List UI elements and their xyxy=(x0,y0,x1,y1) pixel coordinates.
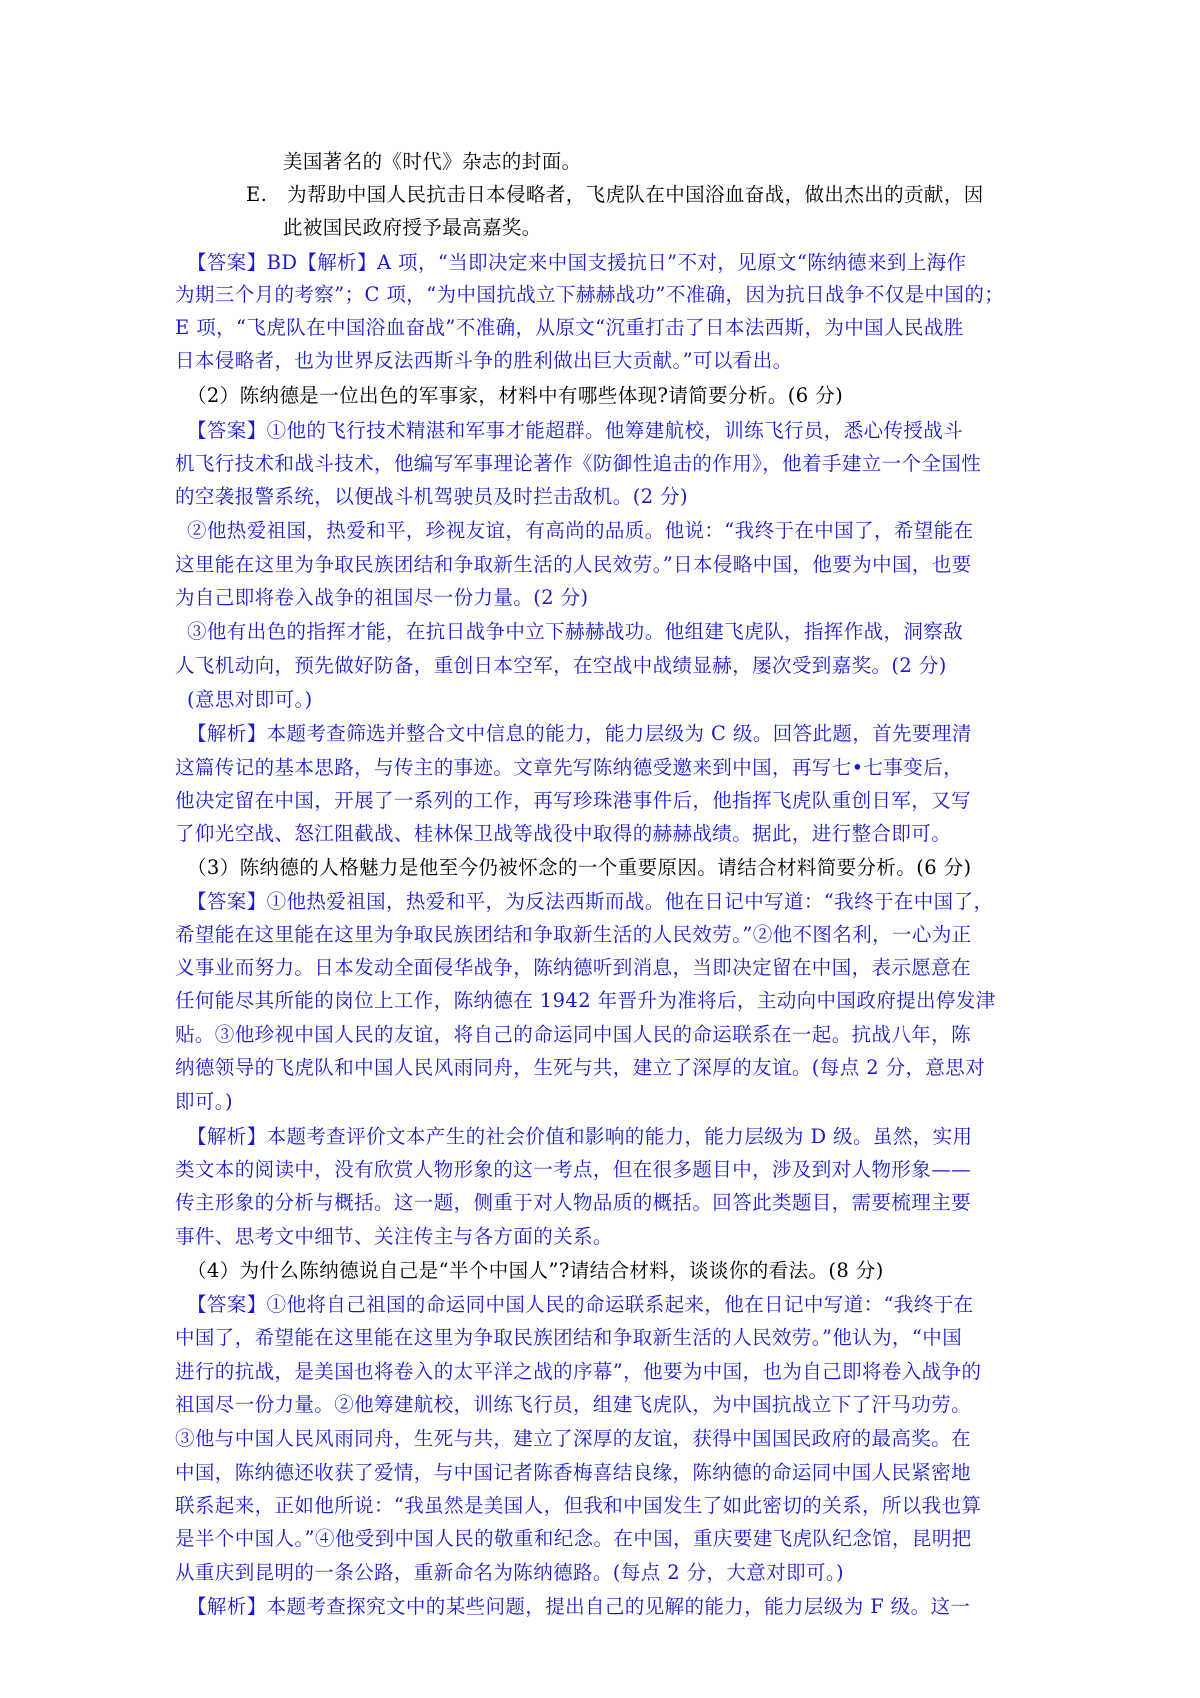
text-line: 从重庆到昆明的一条公路，重新命名为陈纳德路。(每点 2 分，大意对即可。) xyxy=(175,1561,845,1584)
text-line: 进行的抗战，是美国也将卷入的太平洋之战的序幕”，他要为中国，也为自己即将卷入战争的 xyxy=(175,1360,982,1383)
text-line: 类文本的阅读中，没有欣赏人物形象的这一考点，但在很多题目中，涉及到对人物形象—— xyxy=(175,1158,972,1181)
text-line: (意思对即可。) xyxy=(187,688,313,711)
text-line: 的空袭报警系统，以便战斗机驾驶员及时拦击敌机。(2 分) xyxy=(175,485,689,508)
text-line: 即可。) xyxy=(175,1090,233,1113)
text-line: 【答案】①他将自己祖国的命运同中国人民的命运联系起来，他在日记中写道：“我终于在 xyxy=(187,1293,974,1316)
text-line: 为期三个月的考察”；C 项，“为中国抗战立下赫赫战功”不准确，因为抗日战争不仅是中国的； xyxy=(175,283,1005,306)
text-line: 人飞机动向，预先做好防备，重创日本空军，在空战中战绩显赫，屡次受到嘉奖。(2 分) xyxy=(175,654,947,677)
text-line: 【答案】①他的飞行技术精湛和军事才能超群。他筹建航校，训练飞行员，悉心传授战斗 xyxy=(187,419,964,442)
text-line: 【答案】①他热爱祖国，热爱和平，为反法西斯而战。他在日记中写道：“我终于在中国了， xyxy=(187,890,994,913)
text-line: 希望能在这里能在这里为争取民族团结和争取新生活的人民效劳。”②他不图名利，一心为正 xyxy=(175,923,972,946)
text-line: 【解析】本题考查筛选并整合文中信息的能力，能力层级为 C 级。回答此题，首先要理清 xyxy=(187,722,972,745)
text-line: 【答案】BD【解析】A 项，“当即决定来中国支援抗日”不对，见原文“陈纳德来到上海作 xyxy=(187,251,967,274)
text-line: 事件、思考文中细节、关注传主与各方面的关系。 xyxy=(175,1225,613,1248)
text-line: 日本侵略者，也为世界反法西斯斗争的胜利做出巨大贡献。”可以看出。 xyxy=(175,349,793,372)
text-line: 中国了，希望能在这里能在这里为争取民族团结和争取新生活的人民效劳。”他认为，“中国 xyxy=(175,1326,963,1349)
text-line: 联系起来，正如他所说：“我虽然是美国人，但我和中国发生了如此密切的关系，所以我也算 xyxy=(175,1494,982,1517)
text-line: 中国，陈纳德还收获了爱情，与中国记者陈香梅喜结良缘，陈纳德的命运同中国人民紧密地 xyxy=(175,1461,972,1484)
text-line: （3）陈纳德的人格魅力是他至今仍被怀念的一个重要原因。请结合材料简要分析。(6 分) xyxy=(187,856,972,879)
text-line: 【解析】本题考查探究文中的某些问题，提出自己的见解的能力，能力层级为 F 级。这一 xyxy=(187,1595,971,1618)
text-line: 【解析】本题考查评价文本产生的社会价值和影响的能力，能力层级为 D 级。虽然，实用 xyxy=(187,1125,973,1148)
text-line: 此被国民政府授予最高嘉奖。 xyxy=(283,216,542,239)
text-line: 传主形象的分析与概括。这一题，侧重于对人物品质的概括。回答此类题目，需要梳理主要 xyxy=(175,1191,972,1214)
text-line: 祖国尽一份力量。②他筹建航校，训练飞行员，组建飞虎队，为中国抗战立下了汗马功劳。 xyxy=(175,1393,972,1416)
text-line: 机飞行技术和战斗技术，他编写军事理论著作《防御性追击的作用》，他着手建立一个全国性 xyxy=(175,452,982,475)
text-line: 贴。③他珍视中国人民的友谊，将自己的命运同中国人民的命运联系在一起。抗战八年，陈 xyxy=(175,1023,972,1046)
text-line: E 项，“飞虎队在中国浴血奋战”不准确，从原文“沉重打击了日本法西斯，为中国人民战胜 xyxy=(175,316,964,339)
text-line: ③他与中国人民风雨同舟，生死与共，建立了深厚的友谊，获得中国国民政府的最高奖。在 xyxy=(175,1427,972,1450)
text-line: ③他有出色的指挥才能，在抗日战争中立下赫赫战功。他组建飞虎队，指挥作战，洞察敌 xyxy=(187,620,964,643)
text-line: ②他热爱祖国，热爱和平，珍视友谊，有高尚的品质。他说：“我终于在中国了，希望能在 xyxy=(187,519,974,542)
text-line: （4）为什么陈纳德说自己是“半个中国人”?请结合材料，谈谈你的看法。(8 分) xyxy=(187,1259,884,1282)
text-line: 纳德领导的飞虎队和中国人民风雨同舟，生死与共，建立了深厚的友谊。(每点 2 分，意思对 xyxy=(175,1056,986,1079)
text-line: 他决定留在中国，开展了一系列的工作，再写珍珠港事件后，他指挥飞虎队重创日军，又写 xyxy=(175,789,972,812)
text-line: E. 为帮助中国人民抗击日本侵略者，飞虎队在中国浴血奋战，做出杰出的贡献，因 xyxy=(246,183,984,206)
text-line: 美国著名的《时代》杂志的封面。 xyxy=(283,150,582,173)
text-line: 这篇传记的基本思路，与传主的事迹。文章先写陈纳德受邀来到中国，再写七•七事变后， xyxy=(175,756,964,779)
text-line: 了仰光空战、怒江阻截战、桂林保卫战等战役中取得的赫赫战绩。据此，进行整合即可。 xyxy=(175,822,952,845)
text-line: 任何能尽其所能的岗位上工作，陈纳德在 1942 年晋升为准将后，主动向中国政府提出停发津 xyxy=(175,989,996,1012)
text-line: 为自己即将卷入战争的祖国尽一份力量。(2 分) xyxy=(175,586,589,609)
text-line: 这里能在这里为争取民族团结和争取新生活的人民效劳。”日本侵略中国，他要为中国，也要 xyxy=(175,553,972,576)
text-line: （2）陈纳德是一位出色的军事家，材料中有哪些体现?请简要分析。(6 分) xyxy=(187,384,844,407)
text-line: 义事业而努力。日本发动全面侵华战争，陈纳德听到消息，当即决定留在中国，表示愿意在 xyxy=(175,956,972,979)
text-line: 是半个中国人。”④他受到中国人民的敬重和纪念。在中国，重庆要建飞虎队纪念馆，昆明把 xyxy=(175,1527,972,1550)
